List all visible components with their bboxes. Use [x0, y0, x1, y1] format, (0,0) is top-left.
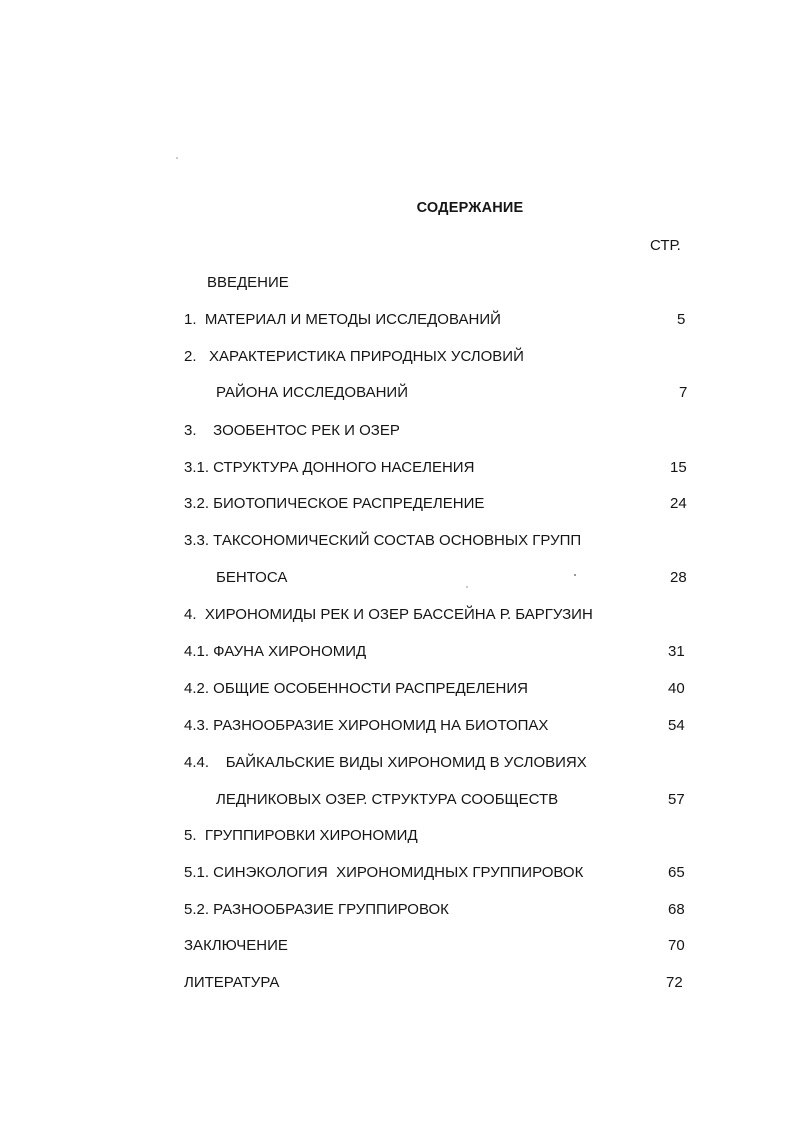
toc-entry-page: 68	[668, 901, 685, 918]
toc-entry-text: 5.1. СИНЭКОЛОГИЯ ХИРОНОМИДНЫХ ГРУППИРОВОК	[184, 864, 584, 881]
toc-entry-page: 7	[679, 384, 688, 401]
toc-entry-text: 4.4. БАЙКАЛЬСКИЕ ВИДЫ ХИРОНОМИД В УСЛОВИЯХ	[184, 754, 587, 771]
toc-entry-text: 1. МАТЕРИАЛ И МЕТОДЫ ИССЛЕДОВАНИЙ	[184, 311, 501, 328]
toc-entry-page: 28	[670, 569, 687, 586]
toc-entry-page: 40	[668, 680, 685, 697]
toc-entry-text: 3.1. СТРУКТУРА ДОННОГО НАСЕЛЕНИЯ	[184, 459, 475, 476]
toc-entry	[0, 381, 793, 405]
toc-entry	[0, 971, 793, 995]
toc-entry-text: ЗАКЛЮЧЕНИЕ	[184, 937, 288, 954]
scan-speck	[176, 157, 178, 159]
toc-entry-text: РАЙОНА ИССЛЕДОВАНИЙ	[216, 384, 408, 401]
toc-entry-page: 57	[668, 791, 685, 808]
page-title: СОДЕРЖАНИЕ	[416, 200, 524, 216]
toc-entry-text: ЛИТЕРАТУРА	[184, 974, 280, 991]
toc-entry-text: 4. ХИРОНОМИДЫ РЕК И ОЗЕР БАССЕЙНА Р. БАРГУЗИН	[184, 606, 593, 623]
toc-entry-page: 24	[670, 495, 687, 512]
toc-entry-text: 4.1. ФАУНА ХИРОНОМИД	[184, 643, 367, 660]
scan-speck	[466, 586, 468, 588]
toc-entry-text: 4.2. ОБЩИЕ ОСОБЕННОСТИ РАСПРЕДЕЛЕНИЯ	[184, 680, 528, 697]
toc-entry-page: 5	[677, 311, 686, 328]
toc-entry-text: БЕНТОСА	[216, 569, 288, 586]
toc-entry	[0, 898, 793, 922]
toc-entry-text: 2. ХАРАКТЕРИСТИКА ПРИРОДНЫХ УСЛОВИЙ	[184, 348, 524, 365]
toc-entry-text: 5.2. РАЗНООБРАЗИЕ ГРУППИРОВОК	[184, 901, 449, 918]
toc-entry	[0, 566, 793, 590]
toc-entry-text: ВВЕДЕНИЕ	[207, 274, 289, 291]
toc-entry	[0, 934, 793, 958]
toc-entry	[0, 419, 793, 443]
toc-entry	[0, 492, 793, 516]
toc-entry	[0, 345, 793, 369]
toc-entry	[0, 714, 793, 738]
toc-entry-text: ЛЕДНИКОВЫХ ОЗЕР. СТРУКТУРА СООБЩЕСТВ	[216, 791, 559, 808]
page-column-label: СТР.	[650, 237, 681, 254]
toc-entry-text: 4.3. РАЗНООБРАЗИЕ ХИРОНОМИД НА БИОТОПАХ	[184, 717, 549, 734]
toc-entry-text: 5. ГРУППИРОВКИ ХИРОНОМИД	[184, 827, 418, 844]
toc-entry	[0, 529, 793, 553]
toc-entry-page: 72	[666, 974, 683, 991]
toc-entry	[0, 824, 793, 848]
toc-entry-page: 54	[668, 717, 685, 734]
toc-entry-text: 3.3. ТАКСОНОМИЧЕСКИЙ СОСТАВ ОСНОВНЫХ ГРУПП	[184, 532, 582, 549]
toc-entry	[0, 751, 793, 775]
toc-entry-text: 3.2. БИОТОПИЧЕСКОЕ РАСПРЕДЕЛЕНИЕ	[184, 495, 485, 512]
toc-entry	[0, 788, 793, 812]
toc-entry-text: 3. ЗООБЕНТОС РЕК И ОЗЕР	[184, 422, 400, 439]
toc-entry	[0, 308, 793, 332]
toc-entry-page: 70	[668, 937, 685, 954]
toc-entry	[0, 456, 793, 480]
toc-entry	[0, 640, 793, 664]
toc-entry-page: 65	[668, 864, 685, 881]
toc-entry	[0, 603, 793, 627]
toc-entry-page: 31	[668, 643, 685, 660]
toc-entry	[0, 271, 793, 295]
toc-entry	[0, 861, 793, 885]
toc-entry-page: 15	[670, 459, 687, 476]
toc-entry	[0, 677, 793, 701]
scan-speck	[574, 574, 576, 576]
